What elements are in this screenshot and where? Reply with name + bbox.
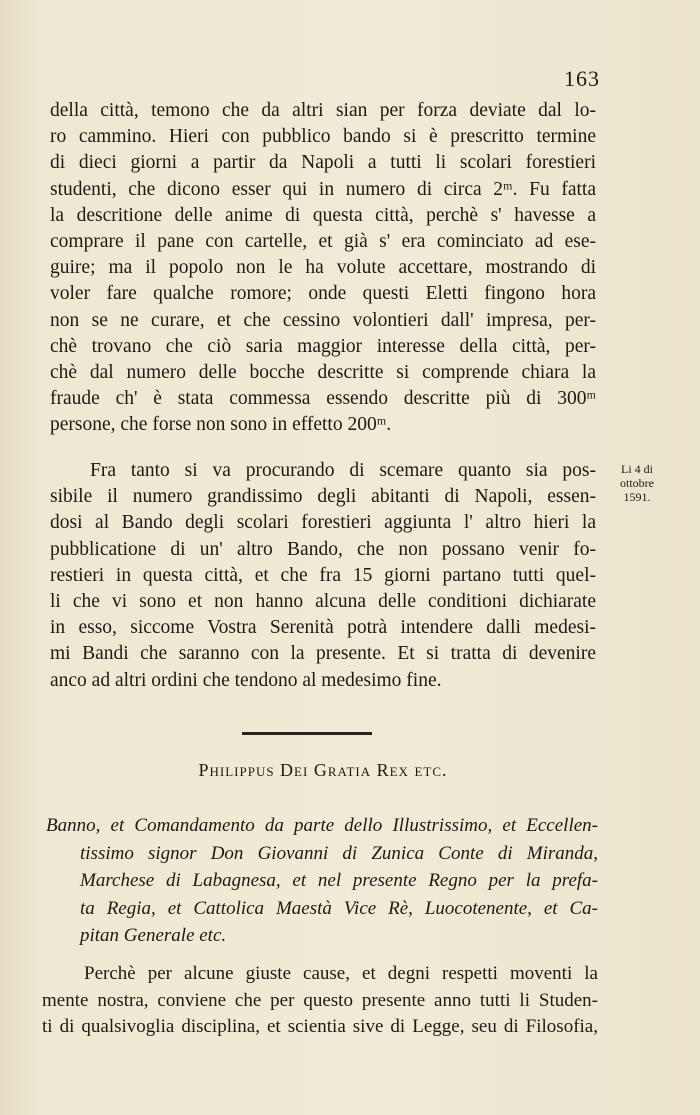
section-heading: Philippus Dei Gratia Rex etc. bbox=[198, 760, 448, 780]
text-line: pubblicatione di un' altro Bando, che non possano venir fo- bbox=[50, 538, 596, 560]
text-line: in esso, siccome Vostra Serenità potrà intendere dalli medesi- bbox=[50, 617, 596, 639]
text-line: chè dal numero delle bocche descritte si comprende chiara la bbox=[50, 362, 596, 384]
text-line: di dieci giorni a partir da Napoli a tutti li scolari forestieri bbox=[50, 152, 596, 174]
text-line: Perchè per alcune giuste cause, et degni respetti moventi la bbox=[84, 963, 598, 984]
page-number: 163 bbox=[564, 66, 600, 91]
italic-line: ta Regia, et Cattolica Maestà Vice Rè, Luocotenente, et Ca- bbox=[80, 897, 598, 919]
text-line: sibile il numero grandissimo degli abitanti di Napoli, essen- bbox=[50, 486, 596, 508]
text-line: mi Bandi che saranno con la presente. Et si tratta di devenire bbox=[50, 643, 596, 665]
margin-note-line: 1591. bbox=[623, 490, 651, 504]
text-line: ti di qualsivoglia disciplina, et scientia sive di Legge, seu di Filosofia, bbox=[42, 1016, 598, 1037]
text-line: studenti, che dicono esser qui in numero di circa 2ᵐ. Fu fatta bbox=[50, 178, 596, 200]
text-line: la descritione delle anime di questa città, perchè s' havesse a bbox=[50, 204, 596, 226]
text-line: voler fare qualche romore; onde questi Eletti fingono hora bbox=[50, 283, 596, 305]
text-line: chè trovano che ciò saria maggior interesse della città, per- bbox=[50, 335, 596, 357]
bando-title-italic bbox=[46, 812, 598, 950]
italic-line: pitan Generale etc. bbox=[80, 925, 227, 946]
italic-line: Marchese di Labagnesa, et nel presente Regno per la prefa- bbox=[80, 870, 598, 891]
text-line: guire; ma il popolo non le ha volute accettare, mostrando di bbox=[50, 257, 596, 279]
section-divider bbox=[242, 732, 372, 735]
text-line: restieri in questa città, et che fra 15 giorni partano tutti quel- bbox=[50, 564, 596, 586]
text-line: mente nostra, conviene che per questo presente anno tutti li Studen- bbox=[42, 989, 598, 1011]
text-line: non se ne curare, et che cessino volontieri dall' impresa, per- bbox=[50, 309, 596, 331]
paragraph-perche bbox=[42, 961, 598, 1041]
text-line: ro cammino. Hieri con pubblico bando si è prescritto termine bbox=[50, 126, 596, 148]
text-line: della città, temono che da altri sian per forza deviate dal lo- bbox=[50, 100, 596, 121]
text-line: dosi al Bando degli scolari forestieri aggiunta l' altro hieri la bbox=[50, 512, 596, 534]
paragraph-fra-tanto bbox=[50, 458, 596, 694]
italic-line: Banno, et Comandamento da parte dello Illustrissimo, et Eccellen- bbox=[46, 815, 598, 836]
margin-note-line: Li 4 di bbox=[621, 462, 653, 476]
text-line: li che vi sono et non hanno alcuna delle conditioni dichiarate bbox=[50, 591, 596, 613]
margin-date-note bbox=[605, 462, 669, 504]
italic-line: tissimo signor Don Giovanni di Zunica Conte di Miranda, bbox=[80, 842, 598, 864]
paragraph-letter-continuation bbox=[50, 98, 596, 439]
text-line: persone, che forse non sono in effetto 200ᵐ. bbox=[50, 414, 392, 436]
text-line: fraude ch' è stata commessa essendo descritte più di 300ᵐ bbox=[50, 388, 596, 410]
text-line: comprare il pane con cartelle, et già s' era cominciato ad ese- bbox=[50, 231, 596, 253]
text-line: anco ad altri ordini che tendono al medesimo fine. bbox=[50, 669, 442, 691]
text-line: Fra tanto si va procurando di scemare quanto sia pos- bbox=[90, 460, 596, 481]
margin-note-line: ottobre bbox=[620, 476, 654, 490]
